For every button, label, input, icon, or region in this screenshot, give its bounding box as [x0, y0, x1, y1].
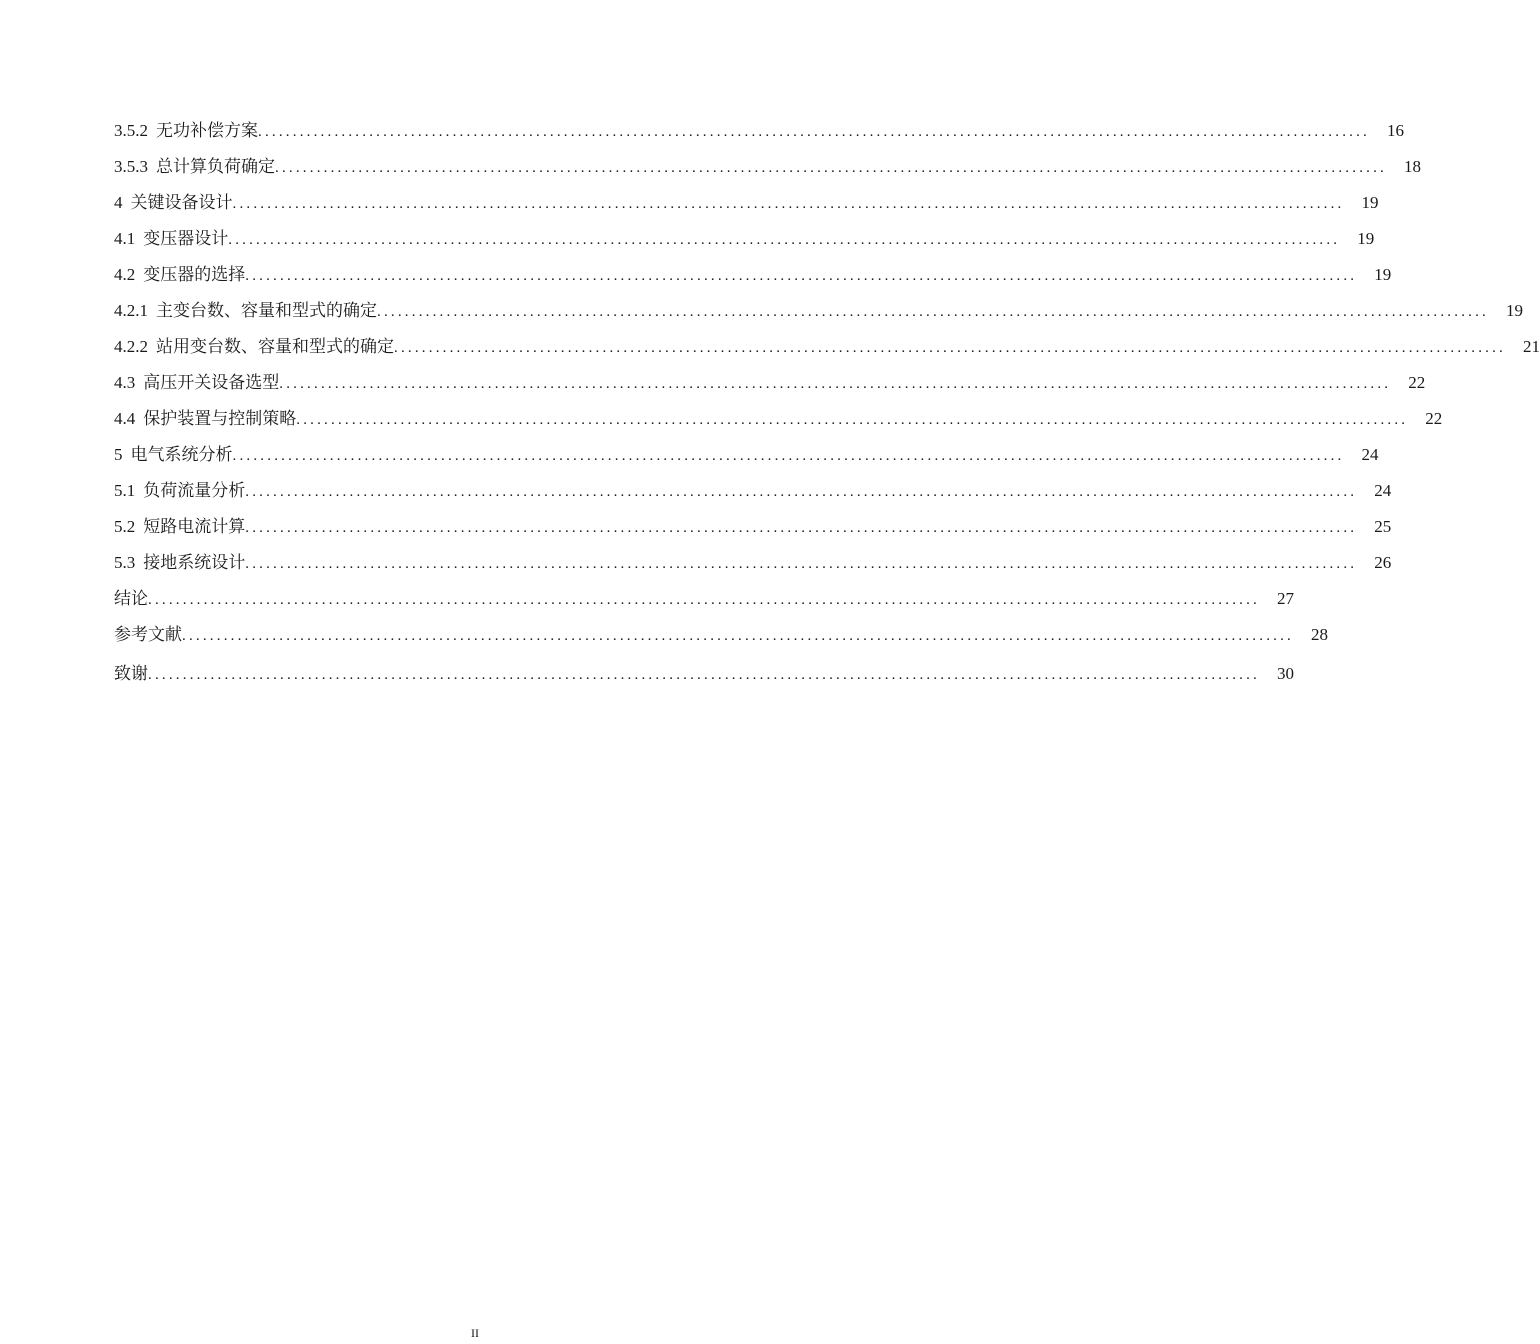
toc-leader-dots: ................................................................................................................................................................: [232, 448, 1345, 464]
toc-leader-dots: ................................................................................................................................................................: [377, 304, 1489, 320]
toc-entry-number: 5.3: [114, 553, 136, 572]
toc-entry-number: 5: [114, 445, 123, 464]
toc-entry-text: 无功补偿方案: [156, 121, 258, 140]
toc-leader-dots: ................................................................................................................................................................: [296, 412, 1409, 428]
toc-entry-text: 站用变台数、容量和型式的确定: [156, 337, 394, 356]
toc-entry-title: [114, 406, 296, 432]
toc-entry-title: [114, 478, 245, 504]
toc-entry-text: 关键设备设计: [130, 193, 233, 212]
toc-entry-title: [114, 661, 148, 687]
toc-entry-text: 短路电流计算: [143, 517, 246, 536]
toc-entry-text: 接地系统设计: [143, 553, 246, 572]
toc-entry-page: 19: [1374, 265, 1392, 284]
toc-leader-dots: ................................................................................................................................................................: [245, 268, 1358, 284]
toc-leader-dots: ................................................................................................................................................................: [148, 592, 1260, 608]
toc-leader-dots: ................................................................................................................................................................: [232, 196, 1345, 212]
toc-entry-number: 5.2: [114, 517, 136, 536]
toc-entry-title: [114, 334, 394, 360]
toc-entry-title: [114, 622, 182, 648]
toc-entry[interactable]: [114, 118, 1404, 154]
toc-entry-text: 变压器设计: [143, 229, 229, 248]
toc-entry[interactable]: [114, 334, 1540, 370]
toc-entry[interactable]: [114, 622, 1328, 658]
toc-entry-number: 4.2: [114, 265, 136, 284]
toc-entry-number: 4.3: [114, 373, 136, 392]
toc-entry[interactable]: [114, 550, 1392, 586]
toc-entry-title: [114, 298, 377, 324]
toc-entry[interactable]: [114, 226, 1375, 262]
toc-entry[interactable]: [114, 370, 1426, 406]
toc-entry-text: 高压开关设备选型: [143, 373, 280, 392]
toc-leader-dots: ................................................................................................................................................................: [148, 667, 1260, 683]
toc-entry-page: 19: [1357, 229, 1375, 248]
toc-entry[interactable]: [114, 514, 1392, 550]
toc-entry-text: 变压器的选择: [143, 265, 246, 284]
toc-entry[interactable]: [114, 190, 1379, 226]
toc-entry-title: [114, 226, 228, 252]
toc-leader-dots: ................................................................................................................................................................: [275, 160, 1387, 176]
toc-entry-page: 27: [1277, 589, 1294, 608]
toc-entry-text: 保护装置与控制策略: [143, 409, 297, 428]
toc-entry-number: 4.2.2: [114, 337, 148, 356]
toc-entry-text: 总计算负荷确定: [156, 157, 275, 176]
toc-entry[interactable]: [114, 298, 1523, 334]
toc-entry-number: 5.1: [114, 481, 136, 500]
toc-entry[interactable]: [114, 154, 1421, 190]
toc-leader-dots: ................................................................................................................................................................: [258, 124, 1370, 140]
toc-entry-title: [114, 442, 233, 468]
toc-entry-page: 26: [1374, 553, 1392, 572]
toc-leader-dots: ................................................................................................................................................................: [245, 556, 1358, 572]
toc-entry-page: 16: [1387, 121, 1404, 140]
toc-entry-title: [114, 550, 245, 576]
toc-entry[interactable]: [114, 442, 1379, 478]
toc-entry-page: 25: [1374, 517, 1392, 536]
toc-entry-page: 22: [1425, 409, 1443, 428]
toc-entry-page: 21: [1523, 337, 1540, 356]
toc-entry-text: 负荷流量分析: [143, 481, 246, 500]
toc-leader-dots: ................................................................................................................................................................: [279, 376, 1392, 392]
toc-entry[interactable]: [114, 478, 1392, 514]
toc-entry-text: 致谢: [114, 664, 148, 683]
toc-entry-page: 18: [1404, 157, 1421, 176]
toc-entry-page: 30: [1277, 664, 1294, 683]
toc-entry-text: 结论: [114, 589, 148, 608]
toc-entry-title: [114, 118, 258, 144]
toc-leader-dots: ................................................................................................................................................................: [228, 232, 1341, 248]
toc-entry-number: 3.5.2: [114, 121, 148, 140]
toc-entry-page: 22: [1408, 373, 1426, 392]
toc-leader-dots: ................................................................................................................................................................: [245, 484, 1358, 500]
toc-entry-title: [114, 586, 148, 612]
toc-entry-title: [114, 154, 275, 180]
toc-entry-number: 3.5.3: [114, 157, 148, 176]
toc-leader-dots: ................................................................................................................................................................: [245, 520, 1358, 536]
toc-entry-title: [114, 514, 245, 540]
toc-entry-page: 19: [1506, 301, 1523, 320]
toc-entry-page: 19: [1361, 193, 1379, 212]
toc-entry[interactable]: [114, 661, 1294, 697]
toc-entry-page: 24: [1374, 481, 1392, 500]
page-number: II: [471, 1326, 479, 1340]
toc-entry-text: 电气系统分析: [130, 445, 233, 464]
toc-entry-title: [114, 190, 233, 216]
toc-entry-title: [114, 262, 245, 288]
toc-entry-page: 24: [1361, 445, 1379, 464]
toc-entry-text: 主变台数、容量和型式的确定: [156, 301, 377, 320]
toc-leader-dots: ................................................................................................................................................................: [394, 340, 1506, 356]
table-of-contents: [114, 118, 1540, 697]
toc-entry[interactable]: [114, 262, 1392, 298]
toc-entry[interactable]: [114, 586, 1294, 622]
toc-entry-number: 4: [114, 193, 123, 212]
toc-entry-text: 参考文献: [114, 625, 182, 644]
toc-leader-dots: ................................................................................................................................................................: [182, 628, 1294, 644]
toc-entry-number: 4.2.1: [114, 301, 148, 320]
toc-entry[interactable]: [114, 406, 1443, 442]
toc-entry-number: 4.4: [114, 409, 136, 428]
toc-entry-page: 28: [1311, 625, 1328, 644]
toc-entry-number: 4.1: [114, 229, 136, 248]
toc-entry-title: [114, 370, 279, 396]
